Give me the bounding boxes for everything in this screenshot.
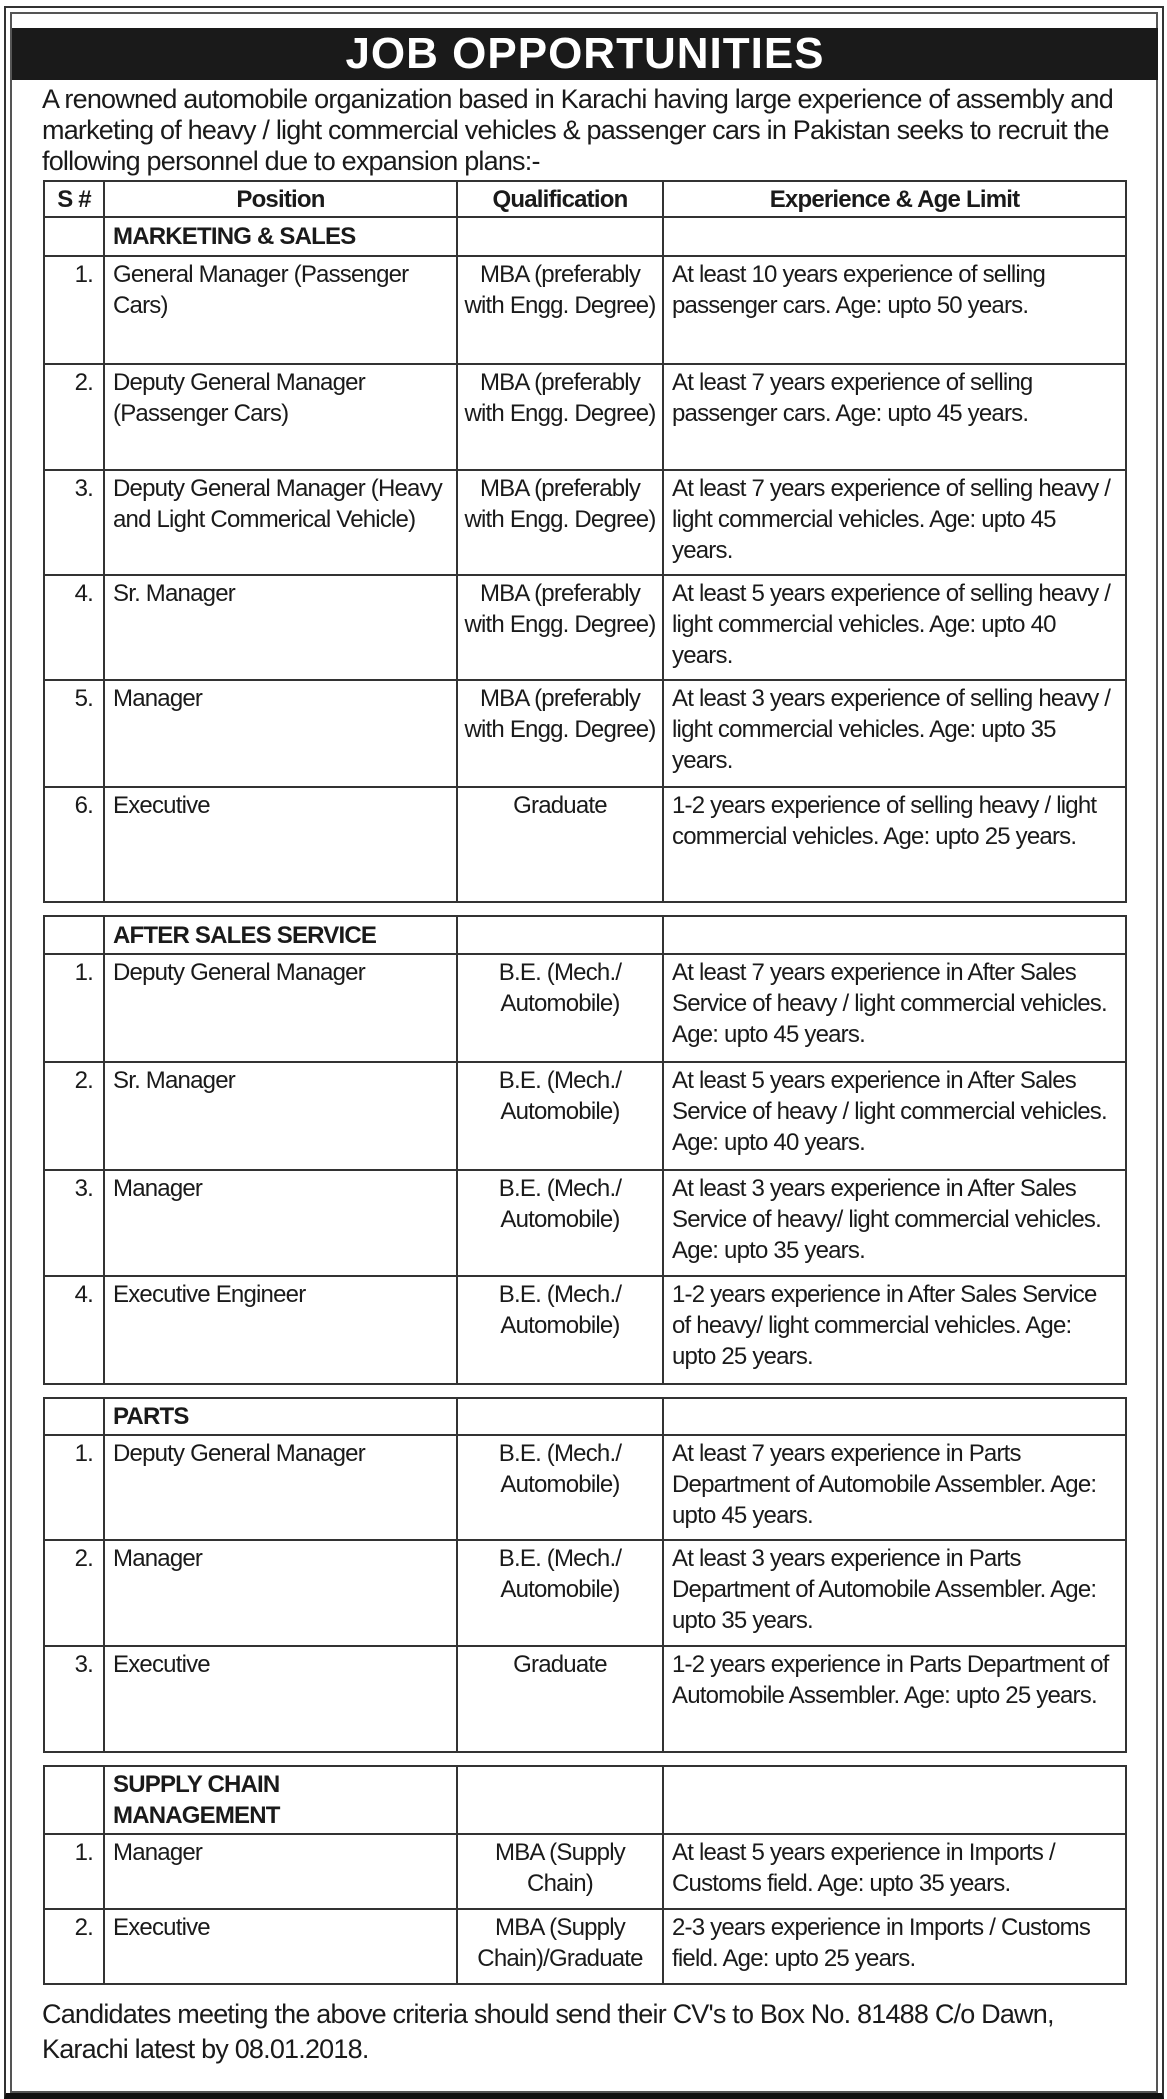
experience-age-limit: 1-2 years experience of selling heavy / light commercial vehicles. Age: upto 25 years.: [663, 787, 1126, 902]
experience-age-limit: At least 7 years experience of selling passenger cars. Age: upto 45 years.: [663, 364, 1126, 470]
section-header-row: [44, 1766, 1126, 1834]
ad-content: [42, 84, 1132, 2067]
qualification: B.E. (Mech./ Automobile): [457, 1170, 663, 1276]
intro-text: A renowned automobile organization based in Karachi having large experience of assembly and marketing of heavy / light commercial vehicles & passenger cars in Pakistan seeks to recruit the following personnel due to expansion plans:-: [42, 84, 1113, 176]
position: Executive Engineer: [104, 1276, 457, 1384]
application-instructions: Candidates meeting the above criteria should send their CV's to Box No. 81488 C/o Dawn, Karachi latest by 08.01.2018.: [42, 1999, 1054, 2064]
experience-age-limit: At least 7 years experience of selling heavy / light commercial vehicles. Age: upto 45 years.: [663, 470, 1126, 575]
table-row: [44, 1834, 1126, 1909]
serial-number: 2.: [44, 1909, 104, 1984]
experience-age-limit: At least 10 years experience of selling passenger cars. Age: upto 50 years.: [663, 256, 1126, 364]
serial-number: 3.: [44, 1646, 104, 1752]
experience-age-limit: At least 5 years experience in After Sales Service of heavy / light commercial vehicles. Age: upto 40 years.: [663, 1062, 1126, 1170]
table-row: [44, 787, 1126, 902]
serial-number: 1.: [44, 1834, 104, 1909]
column-header-position: Position: [104, 181, 457, 217]
serial-number: 2.: [44, 1540, 104, 1646]
experience-age-limit: 2-3 years experience in Imports / Customs field. Age: upto 25 years.: [663, 1909, 1126, 1984]
section-table: [43, 1397, 1127, 1753]
serial-number: 2.: [44, 1062, 104, 1170]
experience-age-limit: At least 3 years experience of selling heavy / light commercial vehicles. Age: upto 35 years.: [663, 680, 1126, 787]
table-row: [44, 954, 1126, 1062]
section-table: [43, 915, 1127, 1385]
qualification: MBA (preferably with Engg. Degree): [457, 680, 663, 787]
position: Executive: [104, 1646, 457, 1752]
qualification: Graduate: [457, 787, 663, 902]
experience-age-limit: 1-2 years experience in Parts Department of Automobile Assembler. Age: upto 25 years.: [663, 1646, 1126, 1752]
table-row: [44, 470, 1126, 575]
experience-age-limit: At least 7 years experience in After Sales Service of heavy / light commercial vehicles. Age: upto 45 years.: [663, 954, 1126, 1062]
serial-number: 1.: [44, 954, 104, 1062]
experience-age-limit: At least 5 years experience of selling heavy / light commercial vehicles. Age: upto 40 years.: [663, 575, 1126, 680]
qualification: MBA (preferably with Engg. Degree): [457, 470, 663, 575]
position: Executive: [104, 1909, 457, 1984]
table-row: [44, 1276, 1126, 1384]
position: Manager: [104, 680, 457, 787]
qualification: MBA (Supply Chain)/Graduate: [457, 1909, 663, 1984]
table-row: [44, 1909, 1126, 1984]
position: Deputy General Manager: [104, 1435, 457, 1540]
table-header-row: [44, 181, 1126, 217]
qualification: B.E. (Mech./ Automobile): [457, 1540, 663, 1646]
ad-title: JOB OPPORTUNITIES: [12, 28, 1158, 80]
jobs-tables: [42, 180, 1132, 1985]
serial-number: 4.: [44, 575, 104, 680]
serial-number: 6.: [44, 787, 104, 902]
table-row: [44, 575, 1126, 680]
serial-number: 4.: [44, 1276, 104, 1384]
position: Manager: [104, 1170, 457, 1276]
qualification: MBA (preferably with Engg. Degree): [457, 575, 663, 680]
serial-number: 3.: [44, 470, 104, 575]
column-header-qualification: Qualification: [457, 181, 663, 217]
table-row: [44, 364, 1126, 470]
experience-age-limit: At least 3 years experience in After Sales Service of heavy/ light commercial vehicles. Age: upto 35 years.: [663, 1170, 1126, 1276]
qualification: MBA (preferably with Engg. Degree): [457, 364, 663, 470]
column-header-experience: Experience & Age Limit: [663, 181, 1126, 217]
position: General Manager (Passenger Cars): [104, 256, 457, 364]
section-title: AFTER SALES SERVICE: [104, 916, 457, 954]
table-row: [44, 680, 1126, 787]
serial-number: 2.: [44, 364, 104, 470]
qualification: B.E. (Mech./ Automobile): [457, 954, 663, 1062]
position: Deputy General Manager (Heavy and Light Commerical Vehicle): [104, 470, 457, 575]
position: Executive: [104, 787, 457, 902]
column-header-sn: S #: [44, 181, 104, 217]
experience-age-limit: At least 3 years experience in Parts Department of Automobile Assembler. Age: upto 35 years.: [663, 1540, 1126, 1646]
position: Manager: [104, 1834, 457, 1909]
section-header-row: [44, 1398, 1126, 1435]
qualification: B.E. (Mech./ Automobile): [457, 1435, 663, 1540]
section-title: SUPPLY CHAIN MANAGEMENT: [104, 1766, 457, 1834]
section-header-row: [44, 916, 1126, 954]
section-header-row: [44, 217, 1126, 256]
section-title: PARTS: [104, 1398, 457, 1435]
section-table: [43, 1765, 1127, 1985]
section-table: [43, 180, 1127, 903]
serial-number: 1.: [44, 1435, 104, 1540]
position: Deputy General Manager: [104, 954, 457, 1062]
experience-age-limit: 1-2 years experience in After Sales Service of heavy/ light commercial vehicles. Age: upto 25 years.: [663, 1276, 1126, 1384]
position: Sr. Manager: [104, 1062, 457, 1170]
qualification: B.E. (Mech./ Automobile): [457, 1062, 663, 1170]
table-row: [44, 1435, 1126, 1540]
table-row: [44, 1062, 1126, 1170]
serial-number: 1.: [44, 256, 104, 364]
qualification: Graduate: [457, 1646, 663, 1752]
section-title: MARKETING & SALES: [104, 217, 457, 256]
table-row: [44, 1170, 1126, 1276]
qualification: MBA (Supply Chain): [457, 1834, 663, 1909]
experience-age-limit: At least 5 years experience in Imports / Customs field. Age: upto 35 years.: [663, 1834, 1126, 1909]
serial-number: 5.: [44, 680, 104, 787]
qualification: B.E. (Mech./ Automobile): [457, 1276, 663, 1384]
position: Sr. Manager: [104, 575, 457, 680]
table-row: [44, 1646, 1126, 1752]
table-row: [44, 256, 1126, 364]
table-row: [44, 1540, 1126, 1646]
serial-number: 3.: [44, 1170, 104, 1276]
position: Manager: [104, 1540, 457, 1646]
experience-age-limit: At least 7 years experience in Parts Department of Automobile Assembler. Age: upto 45 years.: [663, 1435, 1126, 1540]
qualification: MBA (preferably with Engg. Degree): [457, 256, 663, 364]
position: Deputy General Manager (Passenger Cars): [104, 364, 457, 470]
